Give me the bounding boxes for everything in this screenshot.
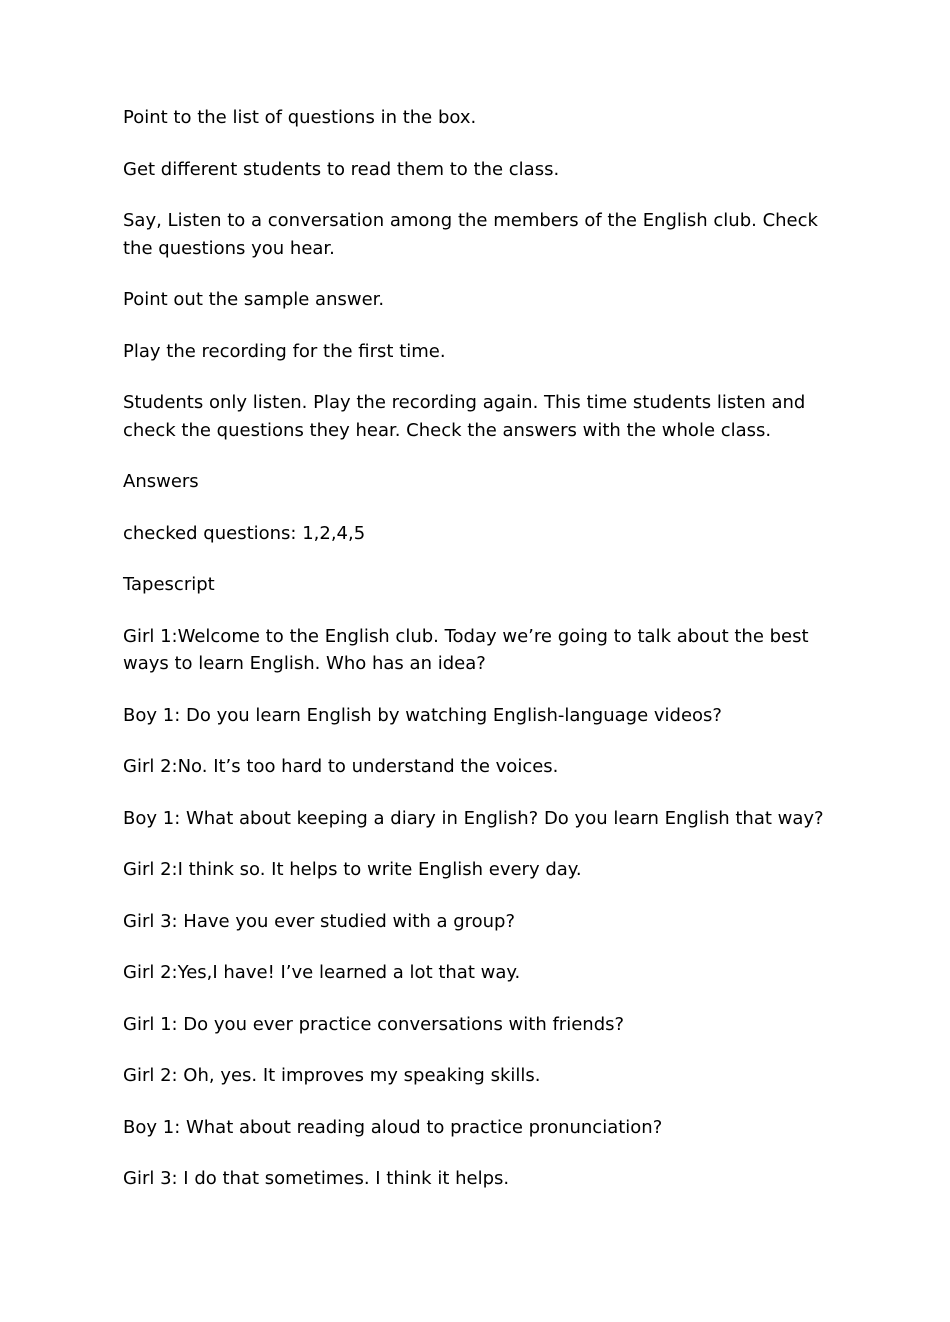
tapescript-line: Boy 1: What about reading aloud to practice pronunciation? (123, 1116, 663, 1138)
document-body (123, 104, 835, 1217)
instruction-play-recording: Play the recording for the first time. (123, 340, 446, 362)
instruction-listen-check: Say, Listen to a conversation among the members of the English club. Check the questions you hear. (123, 210, 818, 259)
tapescript-line: Girl 2: Oh, yes. It improves my speaking skills. (123, 1065, 541, 1086)
tapescript-line: Boy 1: What about keeping a diary in English? Do you learn English that way? (123, 807, 824, 829)
instruction-play-again: Students only listen. Play the recording again. This time students listen and check the questions they hear. Check the answers with the whole class. (123, 392, 806, 441)
instruction-sample-answer: Point out the sample answer. (123, 289, 385, 310)
tapescript-line: Girl 3: Have you ever studied with a group? (123, 910, 516, 932)
answers-text: checked questions: 1,2,4,5 (123, 522, 366, 544)
instruction-students-read: Get different students to read them to the class. (123, 158, 560, 180)
tapescript-line: Girl 2:Yes,I have! I’ve learned a lot that way. (123, 962, 521, 983)
instruction-point-to-questions: Point to the list of questions in the box. (123, 107, 477, 128)
tapescript-heading: Tapescript (123, 574, 215, 595)
tapescript-line: Girl 1:Welcome to the English club. Today we’re going to talk about the best ways to learn English. Who has an idea? (123, 625, 809, 674)
tapescript-line: Girl 2:I think so. It helps to write English every day. (123, 859, 582, 880)
tapescript-line: Girl 1: Do you ever practice conversations with friends? (123, 1013, 625, 1035)
tapescript-line: Girl 2:No. It’s too hard to understand the voices. (123, 756, 559, 777)
tapescript-line: Girl 3: I do that sometimes. I think it helps. (123, 1168, 510, 1189)
answers-heading: Answers (123, 471, 199, 492)
tapescript-line: Boy 1: Do you learn English by watching English-language videos? (123, 704, 722, 726)
